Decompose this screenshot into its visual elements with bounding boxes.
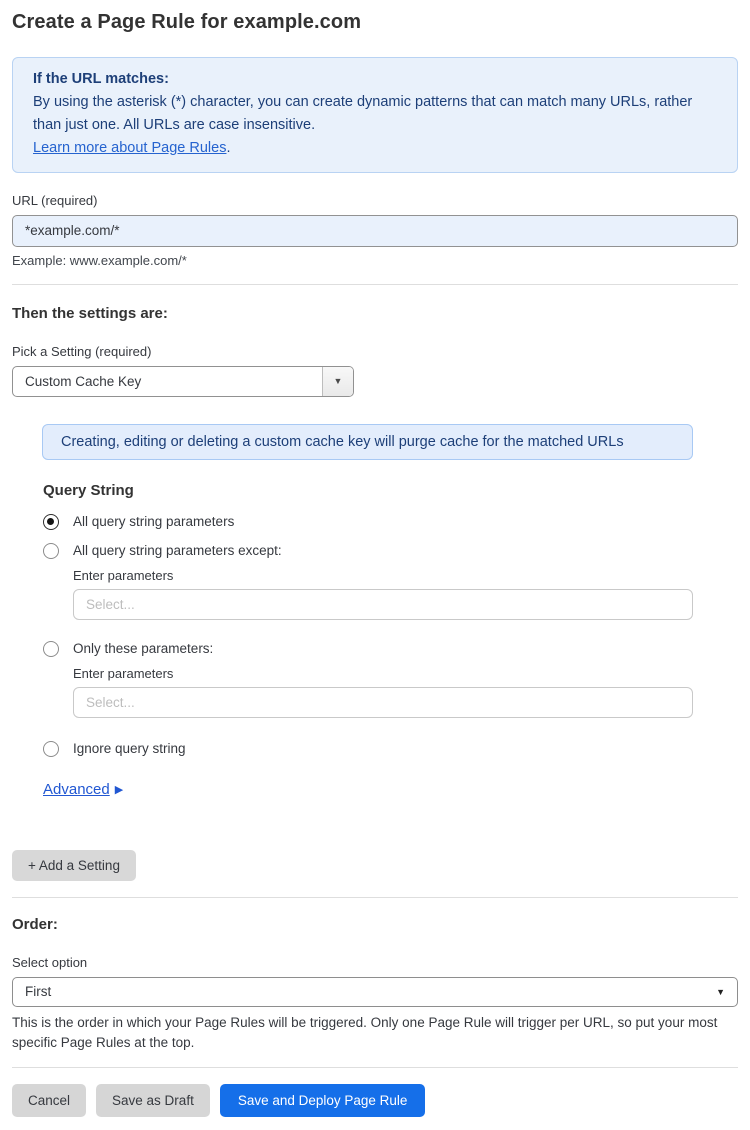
only-params-field <box>73 666 738 718</box>
advanced-link[interactable] <box>43 781 123 798</box>
only-params-input[interactable] <box>73 687 693 718</box>
setting-select-value: Custom Cache Key <box>25 373 142 389</box>
save-as-draft-button[interactable]: Save as Draft <box>96 1084 210 1117</box>
page-title: Create a Page Rule for example.com <box>12 11 362 33</box>
dropdown-arrow-icon: ▼ <box>333 376 343 387</box>
query-string-block <box>43 482 738 799</box>
divider <box>12 1067 738 1068</box>
radio-all-except[interactable] <box>43 543 59 559</box>
order-description: This is the order in which your Page Rules will be triggered. Only one Page Rule will trigger per URL, so put your most specific Page Rules at the top. <box>12 1014 718 1050</box>
except-params-field <box>73 568 738 620</box>
radio-label: Only these parameters: <box>73 641 214 657</box>
settings-heading: Then the settings are: <box>12 304 168 322</box>
enter-parameters-label: Enter parameters <box>73 665 174 681</box>
divider <box>12 897 738 898</box>
radio-only-these[interactable] <box>43 641 59 657</box>
cancel-button[interactable]: Cancel <box>12 1084 86 1117</box>
order-select[interactable] <box>12 977 738 1007</box>
order-select-label: Select option <box>12 954 88 970</box>
url-match-info-box <box>12 57 738 173</box>
radio-ignore-qs[interactable] <box>43 741 59 757</box>
radio-label: All query string parameters <box>73 514 235 530</box>
radio-row-only-these[interactable] <box>43 641 738 657</box>
radio-row-all-params[interactable] <box>43 514 738 530</box>
url-label: URL (required) <box>12 192 98 208</box>
info-box-link-row <box>33 137 717 160</box>
radio-row-all-except[interactable] <box>43 543 738 559</box>
url-input[interactable] <box>12 215 738 247</box>
cache-key-notice: Creating, editing or deleting a custom cache key will purge cache for the matched URLs <box>42 424 693 460</box>
radio-label: Ignore query string <box>73 741 186 757</box>
learn-more-link[interactable]: Learn more about Page Rules <box>33 139 227 156</box>
pick-setting-label: Pick a Setting (required) <box>12 343 152 359</box>
setting-select[interactable] <box>12 366 354 397</box>
query-string-heading: Query String <box>43 481 134 499</box>
info-box-heading: If the URL matches: <box>33 71 169 87</box>
order-select-value: First <box>25 984 52 1000</box>
divider <box>12 284 738 285</box>
order-heading: Order: <box>12 915 58 933</box>
dropdown-arrow-icon: ▼ <box>716 986 725 997</box>
save-and-deploy-button[interactable]: Save and Deploy Page Rule <box>220 1084 426 1117</box>
info-box-body: By using the asterisk (*) character, you can create dynamic patterns that can match many URLs, rather than just one. All URLs are case insensitive. <box>33 93 693 133</box>
add-setting-button[interactable]: + Add a Setting <box>12 850 136 881</box>
url-example-text: Example: www.example.com/* <box>12 252 187 268</box>
chevron-right-icon: ▶ <box>114 783 124 796</box>
advanced-link-label: Advanced <box>43 780 110 798</box>
radio-label: All query string parameters except: <box>73 543 282 559</box>
footer-actions <box>12 1084 738 1117</box>
dropdown-arrow-button[interactable] <box>322 367 353 396</box>
radio-all-params[interactable] <box>43 514 59 530</box>
enter-parameters-label: Enter parameters <box>73 567 174 583</box>
except-params-input[interactable] <box>73 589 693 620</box>
link-suffix: . <box>226 139 231 156</box>
radio-row-ignore-qs[interactable] <box>43 741 738 757</box>
